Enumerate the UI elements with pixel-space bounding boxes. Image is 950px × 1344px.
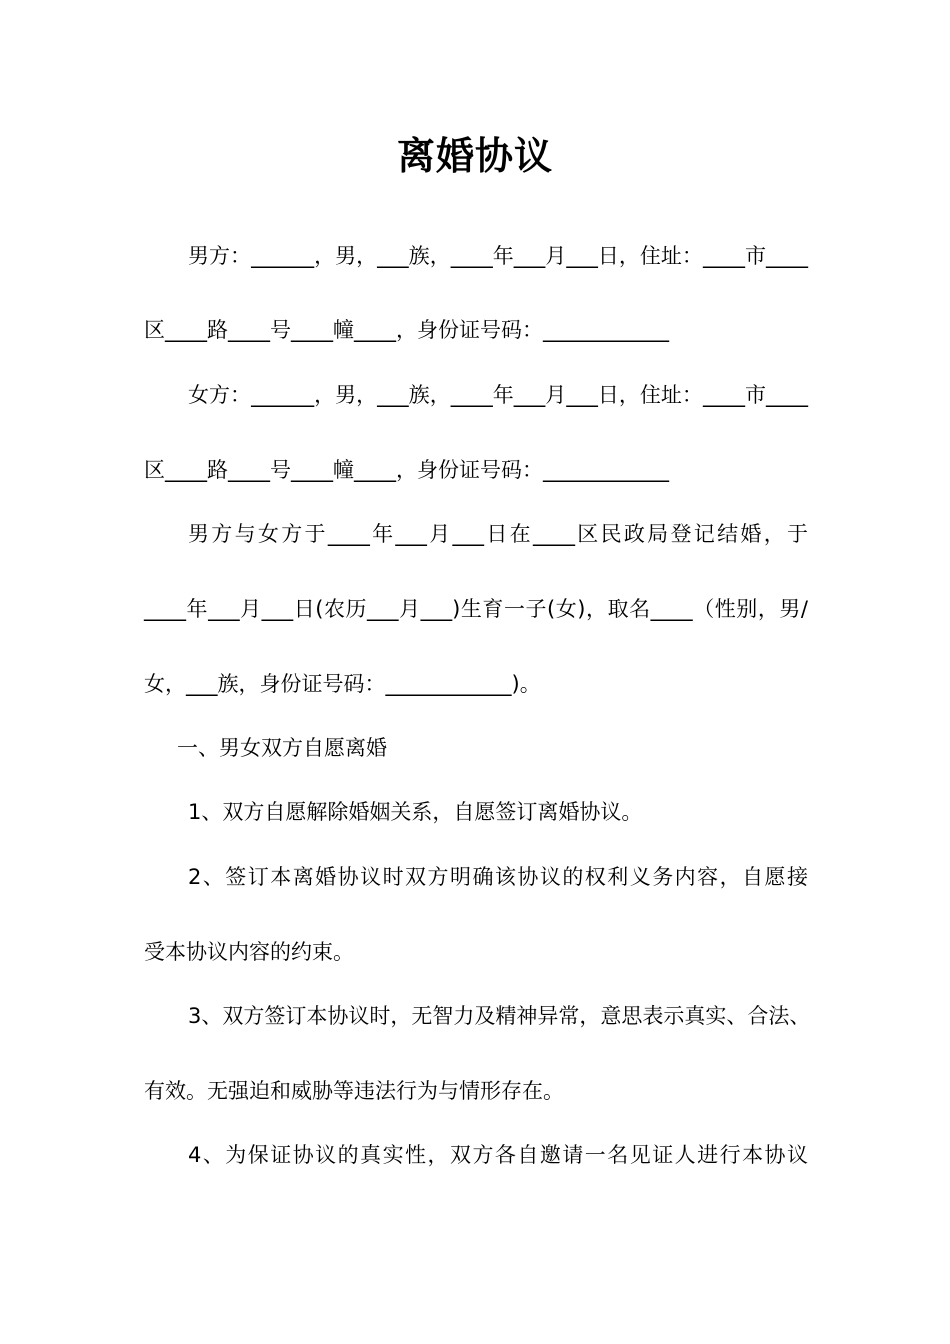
paragraph-line: 1、双方自愿解除婚姻关系，自愿签订离婚协议。	[188, 800, 643, 824]
paragraph-line: 男方与女方于____年___月___日在____区民政局登记结婚，于	[188, 522, 808, 546]
section-heading: 一、男女双方自愿离婚	[177, 736, 387, 760]
document-title: 离婚协议	[396, 134, 553, 178]
paragraph-line: 女方：______，男，___族，____年___月___日，住址：____市____	[188, 383, 808, 407]
paragraph-line: 区____路____号____幢____，身份证号码：____________	[144, 318, 669, 342]
paragraph-line: ____年___月___日(农历___月___)生育一子(女)，取名____（性别，男/	[144, 597, 808, 621]
paragraph-line: 2、签订本离婚协议时双方明确该协议的权利义务内容，自愿接	[188, 865, 808, 889]
paragraph-line: 有效。无强迫和威胁等违法行为与情形存在。	[144, 1079, 564, 1103]
paragraph-line: 女，___族，身份证号码：____________)。	[144, 672, 541, 696]
paragraph-line: 区____路____号____幢____，身份证号码：____________	[144, 458, 669, 482]
paragraph-line: 3、双方签订本协议时，无智力及精神异常，意思表示真实、合法、	[188, 1004, 811, 1028]
paragraph-line: 男方：______，男，___族，____年___月___日，住址：____市____	[188, 244, 808, 268]
paragraph-line: 4、为保证协议的真实性，双方各自邀请一名见证人进行本协议	[188, 1143, 808, 1167]
paragraph-line: 受本协议内容的约束。	[144, 940, 354, 964]
